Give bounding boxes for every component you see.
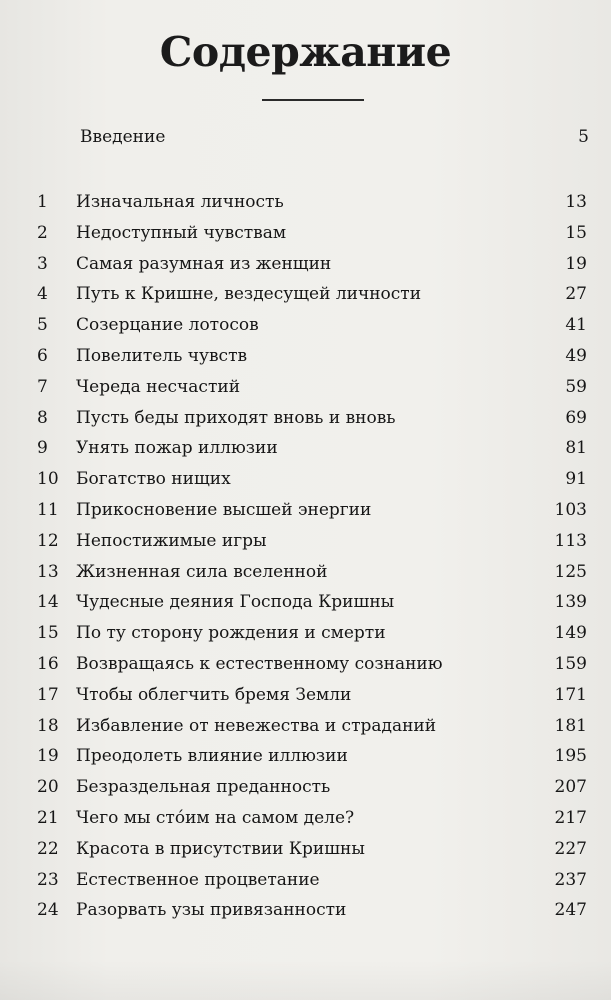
toc-chapter-number: 11 xyxy=(37,499,59,520)
toc-row xyxy=(0,526,611,557)
toc-chapter-title: Чтобы облегчить бремя Земли xyxy=(76,684,352,705)
toc-intro-row xyxy=(76,122,591,152)
toc-chapter-page: 139 xyxy=(554,592,587,613)
toc-chapter-number: 9 xyxy=(37,438,48,459)
toc-chapter-title: Преодолеть влияние иллюзии xyxy=(76,746,348,767)
toc-intro-page: 5 xyxy=(578,127,589,147)
toc-chapter-page: 27 xyxy=(565,284,587,305)
toc-chapter-title: Прикосновение высшей энергии xyxy=(76,499,372,520)
toc-chapter-page: 69 xyxy=(565,407,587,428)
toc-chapter-page: 181 xyxy=(554,715,587,736)
toc-chapter-page: 149 xyxy=(554,623,587,644)
page-edge-shadow xyxy=(0,960,611,1000)
toc-chapter-number: 1 xyxy=(37,192,48,212)
toc-row xyxy=(0,649,611,680)
toc-row xyxy=(0,711,611,742)
toc-chapter-number: 10 xyxy=(37,469,59,490)
toc-chapter-page: 227 xyxy=(554,838,587,859)
toc-chapter-title: Недоступный чувствам xyxy=(76,222,287,243)
toc-row xyxy=(0,372,611,403)
toc-chapter-page: 91 xyxy=(565,469,587,490)
toc-chapter-page: 159 xyxy=(554,653,587,674)
toc-chapter-page: 41 xyxy=(565,315,587,336)
toc-chapter-number: 21 xyxy=(37,807,59,828)
toc-chapter-title: Повелитель чувств xyxy=(76,345,248,366)
toc-chapter-title: Созерцание лотосов xyxy=(76,315,259,336)
toc-chapter-page: 19 xyxy=(565,253,587,274)
toc-row xyxy=(0,895,611,926)
toc-chapter-page: 81 xyxy=(565,438,587,459)
toc-chapter-number: 14 xyxy=(37,592,59,613)
toc-chapter-number: 24 xyxy=(37,900,59,921)
toc-chapter-title: Изначальная личность xyxy=(76,192,284,212)
toc-chapter-page: 113 xyxy=(554,530,587,551)
toc-chapter-number: 22 xyxy=(37,838,59,859)
toc-chapter-number: 18 xyxy=(37,715,59,736)
toc-chapter-number: 23 xyxy=(37,869,59,890)
toc-row xyxy=(0,772,611,803)
toc-chapter-number: 19 xyxy=(37,746,59,767)
toc-row xyxy=(0,433,611,464)
toc-chapter-title: Красота в присутствии Кришны xyxy=(76,838,365,859)
toc-chapter-title: Разорвать узы привязанности xyxy=(76,900,347,921)
toc-chapter-page: 195 xyxy=(554,746,587,767)
toc-chapter-title: Богатство нищих xyxy=(76,469,231,490)
toc-chapter-title: Самая разумная из женщин xyxy=(76,253,332,274)
toc-chapter-title: Возвращаясь к естественному сознанию xyxy=(76,653,443,674)
toc-row xyxy=(0,741,611,772)
toc-row xyxy=(0,557,611,588)
toc-chapter-title: Непостижимые игры xyxy=(76,530,267,551)
toc-row xyxy=(0,341,611,372)
toc-row xyxy=(0,464,611,495)
toc-chapter-page: 49 xyxy=(565,345,587,366)
toc-chapter-number: 5 xyxy=(37,315,48,336)
toc-chapter-number: 20 xyxy=(37,777,59,798)
toc-row xyxy=(0,218,611,249)
toc-chapter-title: Жизненная сила вселенной xyxy=(76,561,328,582)
toc-row xyxy=(0,187,611,218)
toc-row xyxy=(0,495,611,526)
toc-row xyxy=(0,834,611,865)
toc-chapter-title: По ту сторону рождения и смерти xyxy=(76,623,386,644)
title-divider xyxy=(262,99,364,101)
toc-chapter-title: Унять пожар иллюзии xyxy=(76,438,278,459)
toc-chapter-title: Безраздельная преданность xyxy=(76,777,331,798)
toc-chapter-page: 103 xyxy=(554,499,587,520)
toc-chapter-title: Чего мы сто́им на самом деле? xyxy=(76,807,355,828)
table-of-contents xyxy=(0,187,611,926)
toc-row xyxy=(0,865,611,896)
toc-chapter-number: 16 xyxy=(37,653,59,674)
toc-row xyxy=(0,587,611,618)
toc-row xyxy=(0,249,611,280)
toc-chapter-number: 4 xyxy=(37,284,48,305)
toc-row xyxy=(0,310,611,341)
page-title: Содержание xyxy=(159,28,452,76)
toc-row xyxy=(0,803,611,834)
toc-chapter-page: 247 xyxy=(554,900,587,921)
toc-chapter-page: 207 xyxy=(554,777,587,798)
toc-chapter-title: Пусть беды приходят вновь и вновь xyxy=(76,407,396,428)
toc-chapter-page: 125 xyxy=(554,561,587,582)
toc-row xyxy=(0,403,611,434)
toc-chapter-page: 217 xyxy=(554,807,587,828)
toc-chapter-page: 171 xyxy=(554,684,587,705)
toc-chapter-page: 15 xyxy=(565,222,587,243)
toc-chapter-number: 2 xyxy=(37,222,48,243)
toc-chapter-number: 15 xyxy=(37,623,59,644)
toc-chapter-number: 7 xyxy=(37,376,48,397)
toc-chapter-number: 13 xyxy=(37,561,59,582)
toc-chapter-page: 13 xyxy=(565,192,587,212)
toc-intro-title: Введение xyxy=(80,127,166,147)
toc-chapter-title: Избавление от невежества и страданий xyxy=(76,715,437,736)
toc-row xyxy=(0,279,611,310)
toc-row xyxy=(0,618,611,649)
toc-chapter-title: Чудесные деяния Господа Кришны xyxy=(76,592,395,613)
toc-chapter-title: Путь к Кришне, вездесущей личности xyxy=(76,284,422,305)
toc-chapter-number: 8 xyxy=(37,407,48,428)
toc-chapter-number: 12 xyxy=(37,530,59,551)
toc-row xyxy=(0,680,611,711)
toc-chapter-number: 17 xyxy=(37,684,59,705)
toc-chapter-title: Естественное процветание xyxy=(76,869,320,890)
toc-chapter-number: 3 xyxy=(37,253,48,274)
toc-chapter-page: 237 xyxy=(554,869,587,890)
toc-chapter-page: 59 xyxy=(565,376,587,397)
toc-chapter-number: 6 xyxy=(37,345,48,366)
toc-chapter-title: Череда несчастий xyxy=(76,376,241,397)
